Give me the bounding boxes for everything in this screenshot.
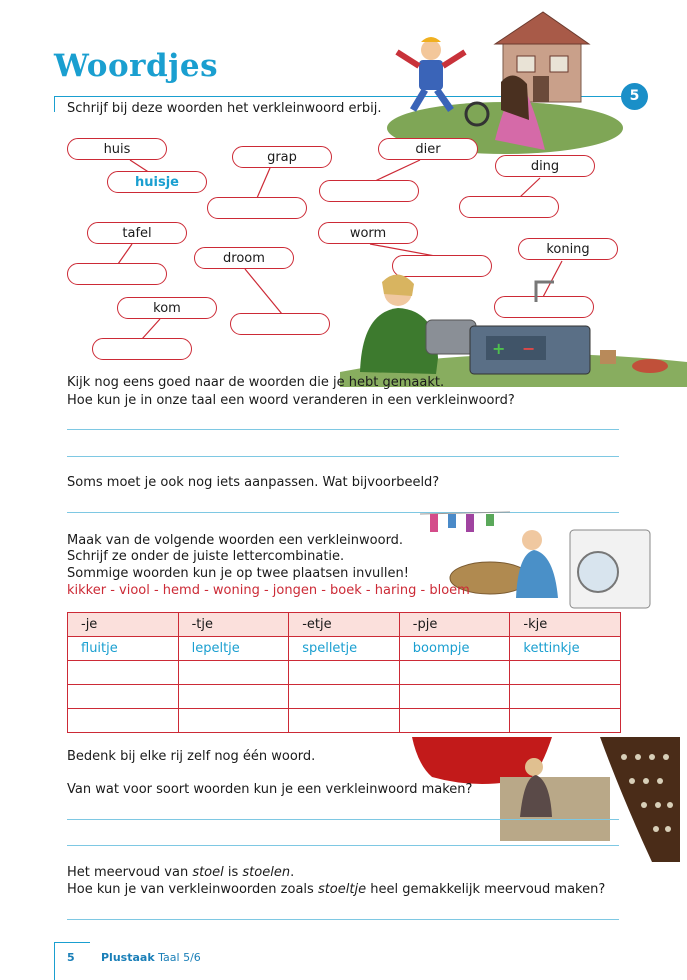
question-6-text: heel gemakkelijk meervoud maken? bbox=[366, 882, 606, 897]
table-header-cell: -kje bbox=[510, 613, 621, 637]
question-6-text: is bbox=[223, 865, 243, 880]
table-header-cell: -etje bbox=[289, 613, 400, 637]
footer-brand bbox=[101, 951, 201, 964]
question-6-text: Het meervoud van bbox=[67, 865, 193, 880]
answer-line-1a[interactable] bbox=[67, 429, 619, 430]
question-4: Bedenk bij elke rij zelf nog één woord. bbox=[67, 749, 316, 764]
question-5: Van wat voor soort woorden kun je een verkleinwoord maken? bbox=[67, 782, 473, 797]
footer-brand-name: Plustaak bbox=[101, 951, 155, 964]
answer-field-grap[interactable] bbox=[207, 197, 307, 219]
word-pill-worm: worm bbox=[318, 222, 418, 244]
emphasis-stoelen: stoelen bbox=[242, 865, 291, 880]
word-pill-koning: koning bbox=[518, 238, 618, 260]
table-cell[interactable] bbox=[68, 709, 179, 733]
table-header-cell: -tje bbox=[178, 613, 289, 637]
table-cell[interactable] bbox=[289, 661, 400, 685]
word-list: kikker - viool - hemd - woning - jongen - boek - haring - bloem bbox=[67, 583, 470, 598]
question-3-line-3: Sommige woorden kun je op twee plaatsen invullen! bbox=[67, 566, 409, 581]
table-cell[interactable] bbox=[289, 709, 400, 733]
question-6-line-2 bbox=[67, 881, 605, 899]
table-header-cell: -pje bbox=[399, 613, 510, 637]
table-cell[interactable] bbox=[68, 685, 179, 709]
word-pill-ding: ding bbox=[495, 155, 595, 177]
table-row bbox=[68, 661, 621, 685]
question-6-text: Hoe kun je van verkleinwoorden zoals bbox=[67, 882, 318, 897]
table-cell[interactable] bbox=[510, 709, 621, 733]
question-6-text: . bbox=[290, 865, 295, 880]
footer-divider bbox=[54, 942, 55, 980]
answer-field-ding[interactable] bbox=[459, 196, 559, 218]
table-example-cell: lepeltje bbox=[178, 637, 289, 661]
answer-line-5a[interactable] bbox=[67, 819, 619, 820]
answer-line-1b[interactable] bbox=[67, 456, 619, 457]
table-row bbox=[68, 637, 621, 661]
question-2: Soms moet je ook nog iets aanpassen. Wat bijvoorbeeld? bbox=[67, 475, 440, 490]
word-pill-tafel: tafel bbox=[87, 222, 187, 244]
table-example-cell: spelletje bbox=[289, 637, 400, 661]
table-cell[interactable] bbox=[178, 709, 289, 733]
page-badge: 5 bbox=[621, 83, 648, 110]
question-1-line-1: Kijk nog eens goed naar de woorden die je hebt gemaakt. bbox=[67, 375, 445, 390]
question-1-line-2: Hoe kun je in onze taal een woord veranderen in een verkleinwoord? bbox=[67, 393, 515, 408]
table-cell[interactable] bbox=[399, 685, 510, 709]
answer-line-6[interactable] bbox=[67, 919, 619, 920]
answer-field-huis[interactable]: huisje bbox=[107, 171, 207, 193]
table-example-cell: kettinkje bbox=[510, 637, 621, 661]
table-cell[interactable] bbox=[399, 709, 510, 733]
footer-page-number: 5 bbox=[67, 951, 75, 964]
table-cell[interactable] bbox=[178, 661, 289, 685]
table-cell[interactable] bbox=[289, 685, 400, 709]
svg-text:+: + bbox=[492, 339, 506, 358]
table-cell[interactable] bbox=[399, 661, 510, 685]
word-pill-huis: huis bbox=[67, 138, 167, 160]
word-pill-kom: kom bbox=[117, 297, 217, 319]
table-example-cell: boompje bbox=[399, 637, 510, 661]
question-3-line-2: Schrijf ze onder de juiste lettercombinatie. bbox=[67, 549, 345, 564]
table-header-cell: -je bbox=[68, 613, 179, 637]
table-row bbox=[68, 709, 621, 733]
page-title: Woordjes bbox=[54, 48, 219, 84]
question-3-line-1: Maak van de volgende woorden een verkleinwoord. bbox=[67, 533, 404, 548]
footer-subtitle: Taal 5/6 bbox=[158, 951, 201, 964]
table-cell[interactable] bbox=[68, 661, 179, 685]
answer-field-tafel[interactable] bbox=[67, 263, 167, 285]
word-pill-grap: grap bbox=[232, 146, 332, 168]
answer-field-droom[interactable] bbox=[230, 313, 330, 335]
theatre-illustration bbox=[412, 737, 680, 862]
emphasis-stoel: stoel bbox=[192, 865, 224, 880]
svg-text:−: − bbox=[522, 339, 536, 358]
table-header-row bbox=[68, 613, 621, 637]
suffix-table bbox=[67, 612, 621, 733]
machine-illustration bbox=[340, 262, 687, 387]
word-pill-droom: droom bbox=[194, 247, 294, 269]
table-cell[interactable] bbox=[510, 685, 621, 709]
table-example-cell: fluitje bbox=[68, 637, 179, 661]
table-cell[interactable] bbox=[178, 685, 289, 709]
footer-divider-top bbox=[54, 942, 90, 943]
answer-field-dier[interactable] bbox=[319, 180, 419, 202]
answer-line-5b[interactable] bbox=[67, 845, 619, 846]
answer-field-kom[interactable] bbox=[92, 338, 192, 360]
table-cell[interactable] bbox=[510, 661, 621, 685]
emphasis-stoeltje: stoeltje bbox=[317, 882, 367, 897]
question-6-line-1 bbox=[67, 864, 294, 882]
word-pill-dier: dier bbox=[378, 138, 478, 160]
instruction-text: Schrijf bij deze woorden het verkleinwoord erbij. bbox=[67, 101, 382, 116]
table-row bbox=[68, 685, 621, 709]
